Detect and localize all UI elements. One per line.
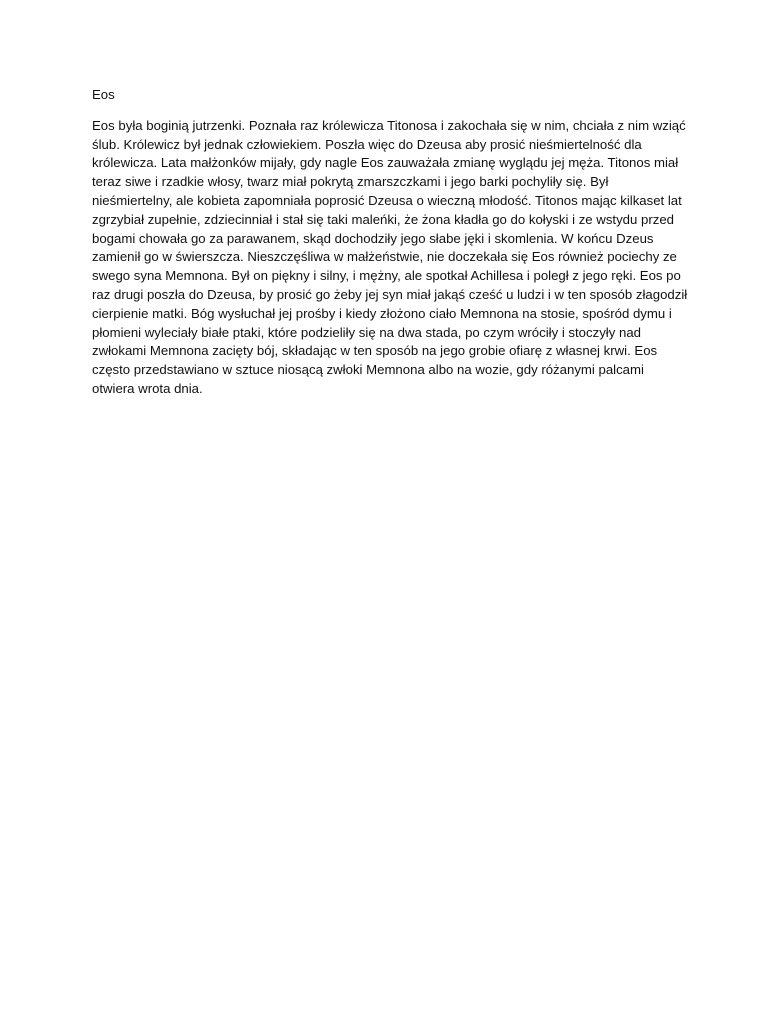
paragraph-line: nieśmiertelny, ale kobieta zapomniała poprosić Dzeusa o wieczną młodość. Titonos mając kilkaset lat: [92, 192, 682, 208]
paragraph-line: bogami chowała go za parawanem, skąd dochodziły jego słabe jęki i skomlenia. W końcu Dzeus: [92, 230, 654, 246]
paragraph-line: Eos była boginią jutrzenki. Poznała raz królewicza Titonosa i zakochała się w nim, chciała z nim wziąć: [92, 117, 686, 133]
document-paragraph: [92, 117, 688, 399]
paragraph-line: zamienił go w świerszcza. Nieszczęśliwa w małżeństwie, nie doczekała się Eos również pociechy ze: [92, 249, 677, 265]
paragraph-line: swego syna Memnona. Był on piękny i silny, i mężny, ale spotkał Achillesa i poległ z jego ręki. Eos po: [92, 268, 681, 284]
paragraph-line: otwiera wrota dnia.: [92, 380, 203, 396]
paragraph-line: zwłokami Memnona zacięty bój, składając w ten sposób na jego grobie ofiarę z własnej krwi. Eos: [92, 343, 658, 359]
paragraph-line: raz drugi poszła do Dzeusa, by prosić go żeby jej syn miał jakąś cześć u ludzi i w ten sposób złagodził: [92, 286, 688, 302]
document-content: [92, 86, 688, 399]
paragraph-line: płomieni wyleciały białe ptaki, które podzieliły się na dwa stada, po czym wróciły i stoczyły nad: [92, 324, 641, 340]
paragraph-line: ślub. Królewicz był jednak człowiekiem. Poszła więc do Dzeusa aby prosić nieśmiertelność dla: [92, 136, 642, 152]
paragraph-line: często przedstawiano w sztuce niosącą zwłoki Memnona albo na wozie, gdy różanymi palcami: [92, 362, 644, 378]
paragraph-line: cierpienie matki. Bóg wysłuchał jej prośby i kiedy złożono ciało Memnona na stosie, spośród dymu i: [92, 305, 672, 321]
paragraph-line: zgrzybiał zupełnie, zdziecinniał i stał się taki maleńki, że żona kładła go do kołyski i ze wstydu przed: [92, 211, 674, 227]
paragraph-line: teraz siwe i rzadkie włosy, twarz miał pokrytą zmarszczkami i jego barki pochyliły się. Był: [92, 174, 609, 190]
document-title: Eos: [92, 87, 115, 102]
paragraph-line: królewicza. Lata małżonków mijały, gdy nagle Eos zauważała zmianę wyglądu jej męża. Titonos miał: [92, 155, 679, 171]
